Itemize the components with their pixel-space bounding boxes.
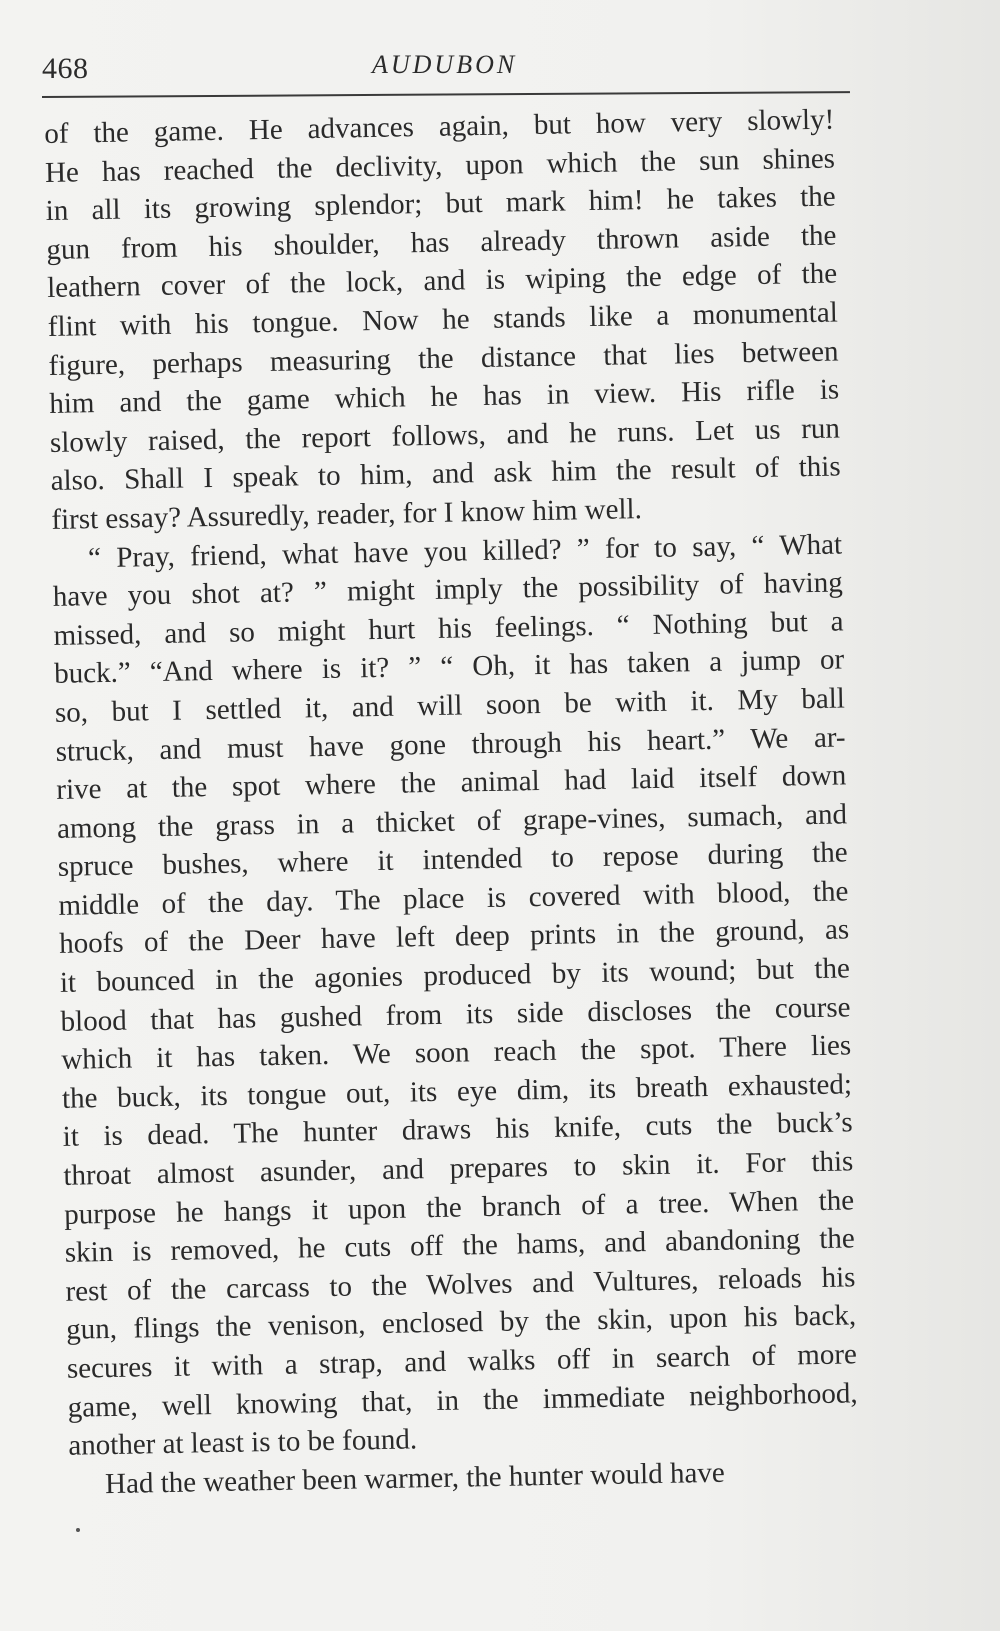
text-line: it is dead. The hunter draws his knife, cuts the buck’s xyxy=(62,1106,853,1154)
text-line: among the grass in a thicket of grape-vines, sumach, and xyxy=(56,798,848,845)
text-line: it bounced in the agonies produced by its wound; but the xyxy=(59,952,851,999)
text-line: another at least is to be found. xyxy=(68,1423,418,1462)
text-line: slowly raised, the report follows, and he runs. Let us run xyxy=(49,412,841,459)
text-line: Had the weather been warmer, the hunter would have xyxy=(104,1456,725,1500)
text-line: blood that has gushed from its side discloses the course xyxy=(60,991,851,1038)
text-line: secures it with a strap, and walks off in search of more xyxy=(66,1338,858,1385)
text-line: also. Shall I speak to him, and ask him the result of this xyxy=(50,450,841,498)
text-line: the buck, its tongue out, its eye dim, its breath exhausted; xyxy=(61,1068,853,1115)
text-line: leathern cover of the lock, and is wiping the edge of the xyxy=(46,257,838,305)
text-line: him and the game which he has in view. His rifle is xyxy=(49,373,840,421)
text-line: middle of the day. The place is covered with blood, the xyxy=(58,875,849,922)
text-line: He has reached the declivity, upon which the sun shines xyxy=(44,142,836,189)
text-line: figure, perhaps measuring the distance that lies between xyxy=(48,335,839,382)
body-text xyxy=(44,100,899,1504)
text-line: first essay? Assuredly, reader, for I know him well. xyxy=(51,493,643,536)
text-line: “ Pray, friend, what have you killed? ” for to say, “ What xyxy=(87,527,843,574)
text-line: rive at the spot where the animal had laid itself down xyxy=(56,759,847,806)
text-line: struck, and must have gone through his heart.” We ar- xyxy=(55,720,846,768)
running-head: AUDUBON xyxy=(372,50,518,79)
text-line: game, well knowing that, in the immediate neighborhood, xyxy=(67,1376,858,1424)
text-line: gun from his shoulder, has already thrown aside the xyxy=(46,219,837,266)
text-line: hoofs of the Deer have left deep prints in the ground, as xyxy=(58,913,850,961)
text-line: throat almost asunder, and prepares to skin it. For this xyxy=(63,1145,854,1192)
text-line: of the game. He advances again, but how very slowly! xyxy=(44,103,835,150)
page-number: 468 xyxy=(42,52,89,85)
text-line: buck.” “And where is it? ” “ Oh, it has taken a jump or xyxy=(53,643,845,691)
text-line: so, but I settled it, and will soon be with it. My ball xyxy=(54,682,846,729)
text-line: purpose he hangs it upon the branch of a tree. When the xyxy=(63,1183,855,1231)
text-line: rest of the carcass to the Wolves and Vultures, reloads his xyxy=(65,1261,856,1308)
page-header xyxy=(42,48,852,88)
text-line: missed, and so might hurt his feelings. “ Nothing but a xyxy=(53,605,844,652)
text-line: in all its growing splendor; but mark him! he takes the xyxy=(45,180,836,228)
text-line: skin is removed, he cuts off the hams, and abandoning the xyxy=(64,1222,856,1270)
header-rule xyxy=(42,91,850,98)
text-line: spruce bushes, where it intended to repose during the xyxy=(57,836,848,884)
text-line: flint with his tongue. Now he stands like a monumental xyxy=(47,296,839,343)
text-line: gun, flings the venison, enclosed by the skin, upon his back, xyxy=(65,1299,857,1347)
ink-speck xyxy=(76,1528,80,1532)
text-line: have you shot at? ” might imply the possibility of having xyxy=(52,566,843,614)
text-line: which it has taken. We soon reach the spot. There lies xyxy=(61,1029,852,1077)
